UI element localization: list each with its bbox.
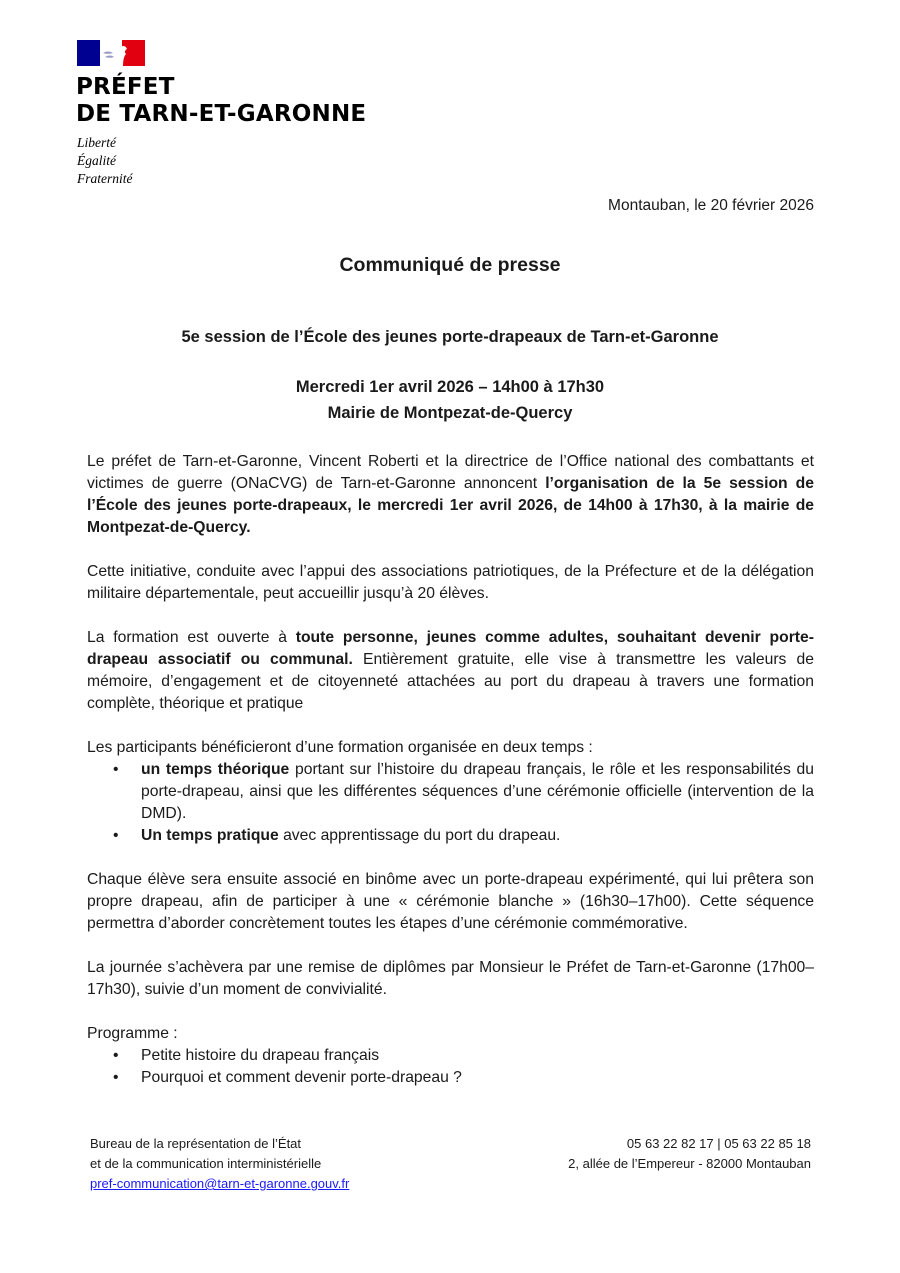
footer-email-link[interactable]: pref-communication@tarn-et-garonne.gouv.fr [90,1176,350,1191]
paragraph-binome: Chaque élève sera ensuite associé en binôme avec un porte-drapeau expérimenté, qui lui prêtera son propre drapeau, afin de participer à une « cérémonie blanche » (16h30–17h00). Cette séquence permettra d’aborder concrètement toutes les étapes d’une cérémonie commémorative. [87,871,814,932]
footer-address: 2, allée de l’Empereur - 82000 Montauban [568,1156,811,1171]
paragraph-intro: Le préfet de Tarn-et-Garonne, Vincent Roberti et la directrice de l’Office national des combattants et victimes de guerre (ONaCVG) de Tarn-et-Garonne annoncent l’organisation de la 5e session de l’École des jeunes porte-drapeaux, le mercredi 1er avril 2026, de 14h00 à 17h30, à la mairie de Montpezat-de-Quercy. [87,453,814,536]
formation-list [87,759,814,847]
footer-phones: 05 63 22 82 17 | 05 63 22 85 18 [626,1136,811,1151]
page-title: Communiqué de presse [339,254,561,276]
event-date: Mercredi 1er avril 2026 – 14h00 à 17h30 [295,378,605,396]
list-item: • Petite histoire du drapeau français [113,1047,380,1064]
footer-contact-left [90,1134,349,1194]
paragraph-initiative: Cette initiative, conduite avec l’appui des associations patriotiques, de la Préfecture et de la délégation militaire départementale, peut accueillir jusqu’à 20 élèves. [87,563,814,602]
paragraph-participants: Les participants bénéficieront d’une formation organisée en deux temps : [87,739,593,756]
logo-title-department: DE TARN-ET-GARONNE [76,101,367,127]
motto-fraternite: Fraternité [77,171,133,186]
subtitle: 5e session de l’École des jeunes porte-drapeaux de Tarn-et-Garonne [181,328,719,346]
motto-egalite: Égalité [77,153,116,168]
event-place: Mairie de Montpezat-de-Quercy [327,404,573,422]
paragraph-formation: La formation est ouverte à toute personne, jeunes comme adultes, souhaitant devenir porte-drapeau associatif ou communal. Entièrement gratuite, elle vise à transmettre les valeurs de mémoire, d’engagement et de citoyenneté attachées au port du drapeau à travers une formation complète, théorique et pratique [87,629,814,712]
footer-contact-right [568,1134,811,1174]
date-line: Montauban, le 20 février 2026 [608,197,814,214]
footer-office-line2: et de la communication interministérielle [90,1156,322,1171]
logo-title-prefet: PRÉFET [76,74,175,100]
paragraph-diplomes: La journée s’achèvera par une remise de diplômes par Monsieur le Préfet de Tarn-et-Garonne (17h00–17h30), suivie d’un moment de convivialité. [87,959,814,998]
list-item: • Un temps pratique avec apprentissage du port du drapeau. [113,827,561,844]
program-label: Programme : [87,1025,178,1042]
list-item: • Pourquoi et comment devenir porte-drapeau ? [113,1069,462,1086]
program-list [87,1045,814,1089]
footer-office: Bureau de la représentation de l’État [90,1136,302,1151]
marianne-flag-logo [77,40,145,66]
list-item: • un temps théorique portant sur l’histoire du drapeau français, le rôle et les responsabilités du porte-drapeau, ainsi que les différentes séquences d’une cérémonie officielle (intervention de la DMD). [113,761,814,822]
motto-liberte: Liberté [77,135,116,150]
